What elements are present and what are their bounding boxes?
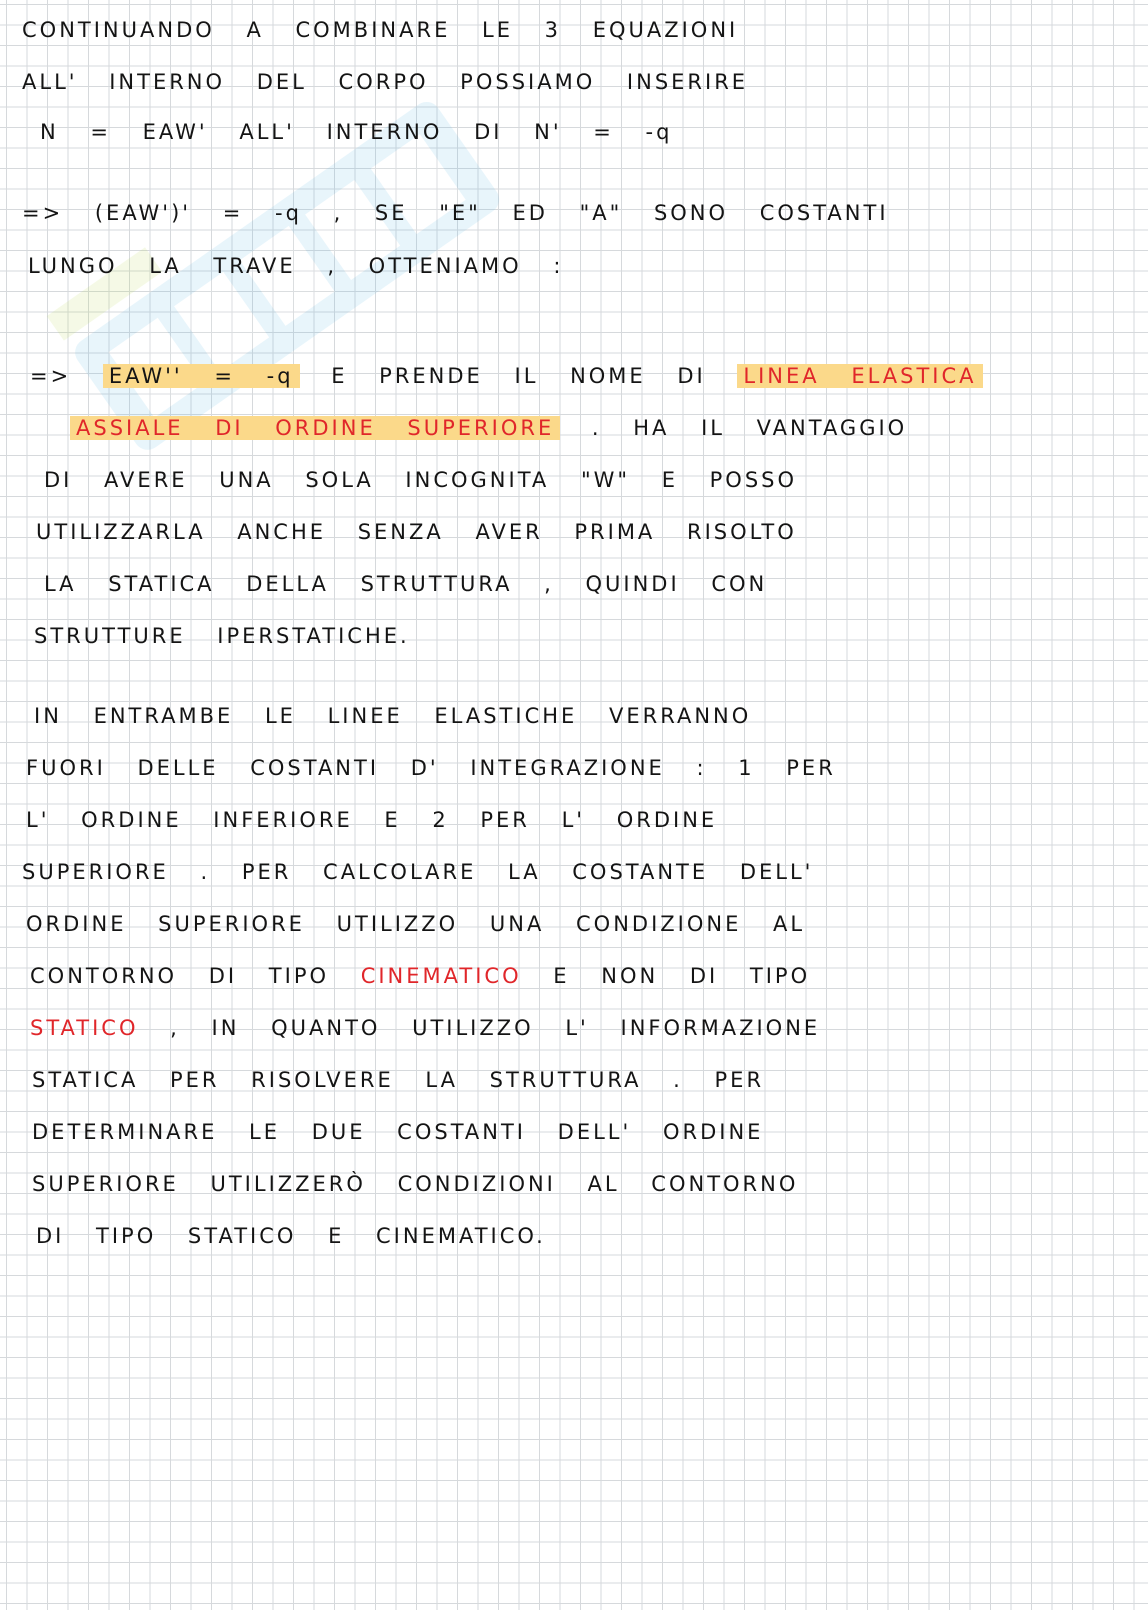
text-line-7: ASSIALE DI ORDINE SUPERIORE . HA IL VANTAGGIO xyxy=(70,408,1132,448)
text-line-14: L' ORDINE INFERIORE E 2 PER L' ORDINE xyxy=(26,808,718,832)
highlight-equation: EAW'' = -q xyxy=(103,364,300,388)
text-line-6: => EAW'' = -q E PRENDE IL NOME DI LINEA ELASTICA xyxy=(30,356,1140,396)
text-line-4: => (EAW')' = -q , SE "E" ED "A" SONO COSTANTI xyxy=(22,201,889,225)
text-line-16: ORDINE SUPERIORE UTILIZZO UNA CONDIZIONE AL xyxy=(26,912,806,936)
text-line-22: DI TIPO STATICO E CINEMATICO. xyxy=(36,1224,546,1248)
text-line-3: N = EAW' ALL' INTERNO DI N' = -q xyxy=(40,120,673,144)
highlight-linea-elastica: LINEA ELASTICA xyxy=(737,364,982,388)
text-line-9: UTILIZZARLA ANCHE SENZA AVER PRIMA RISOLTO xyxy=(36,520,797,544)
text-line-11: STRUTTURE IPERSTATICHE. xyxy=(34,624,410,648)
red-word-statico: STATICO xyxy=(30,1016,139,1040)
text-line-19: STATICA PER RISOLVERE LA STRUTTURA . PER xyxy=(32,1068,765,1092)
text-line-1: CONTINUANDO A COMBINARE LE 3 EQUAZIONI xyxy=(22,18,739,42)
text-line-17: CONTORNO DI TIPO CINEMATICO E NON DI TIPO xyxy=(30,964,811,988)
text-line-15: SUPERIORE . PER CALCOLARE LA COSTANTE DELL' xyxy=(22,860,814,884)
text-line-13: FUORI DELLE COSTANTI D' INTEGRAZIONE : 1 PER xyxy=(26,756,836,780)
red-word-cinematico: CINEMATICO xyxy=(360,964,522,988)
text-line-21: SUPERIORE UTILIZZERÒ CONDIZIONI AL CONTORNO xyxy=(32,1172,799,1196)
text-line-10: LA STATICA DELLA STRUTTURA , QUINDI CON xyxy=(44,572,768,596)
text-line-8: DI AVERE UNA SOLA INCOGNITA "W" E POSSO xyxy=(44,468,798,492)
highlight-assiale: ASSIALE DI ORDINE SUPERIORE xyxy=(70,416,560,440)
text-line-5: LUNGO LA TRAVE , OTTENIAMO : xyxy=(28,254,564,278)
text-line-2: ALL' INTERNO DEL CORPO POSSIAMO INSERIRE xyxy=(22,70,749,94)
text-line-18: STATICO , IN QUANTO UTILIZZO L' INFORMAZIONE xyxy=(30,1016,821,1040)
text-line-12: IN ENTRAMBE LE LINEE ELASTICHE VERRANNO xyxy=(34,704,752,728)
text-line-20: DETERMINARE LE DUE COSTANTI DELL' ORDINE xyxy=(32,1120,764,1144)
